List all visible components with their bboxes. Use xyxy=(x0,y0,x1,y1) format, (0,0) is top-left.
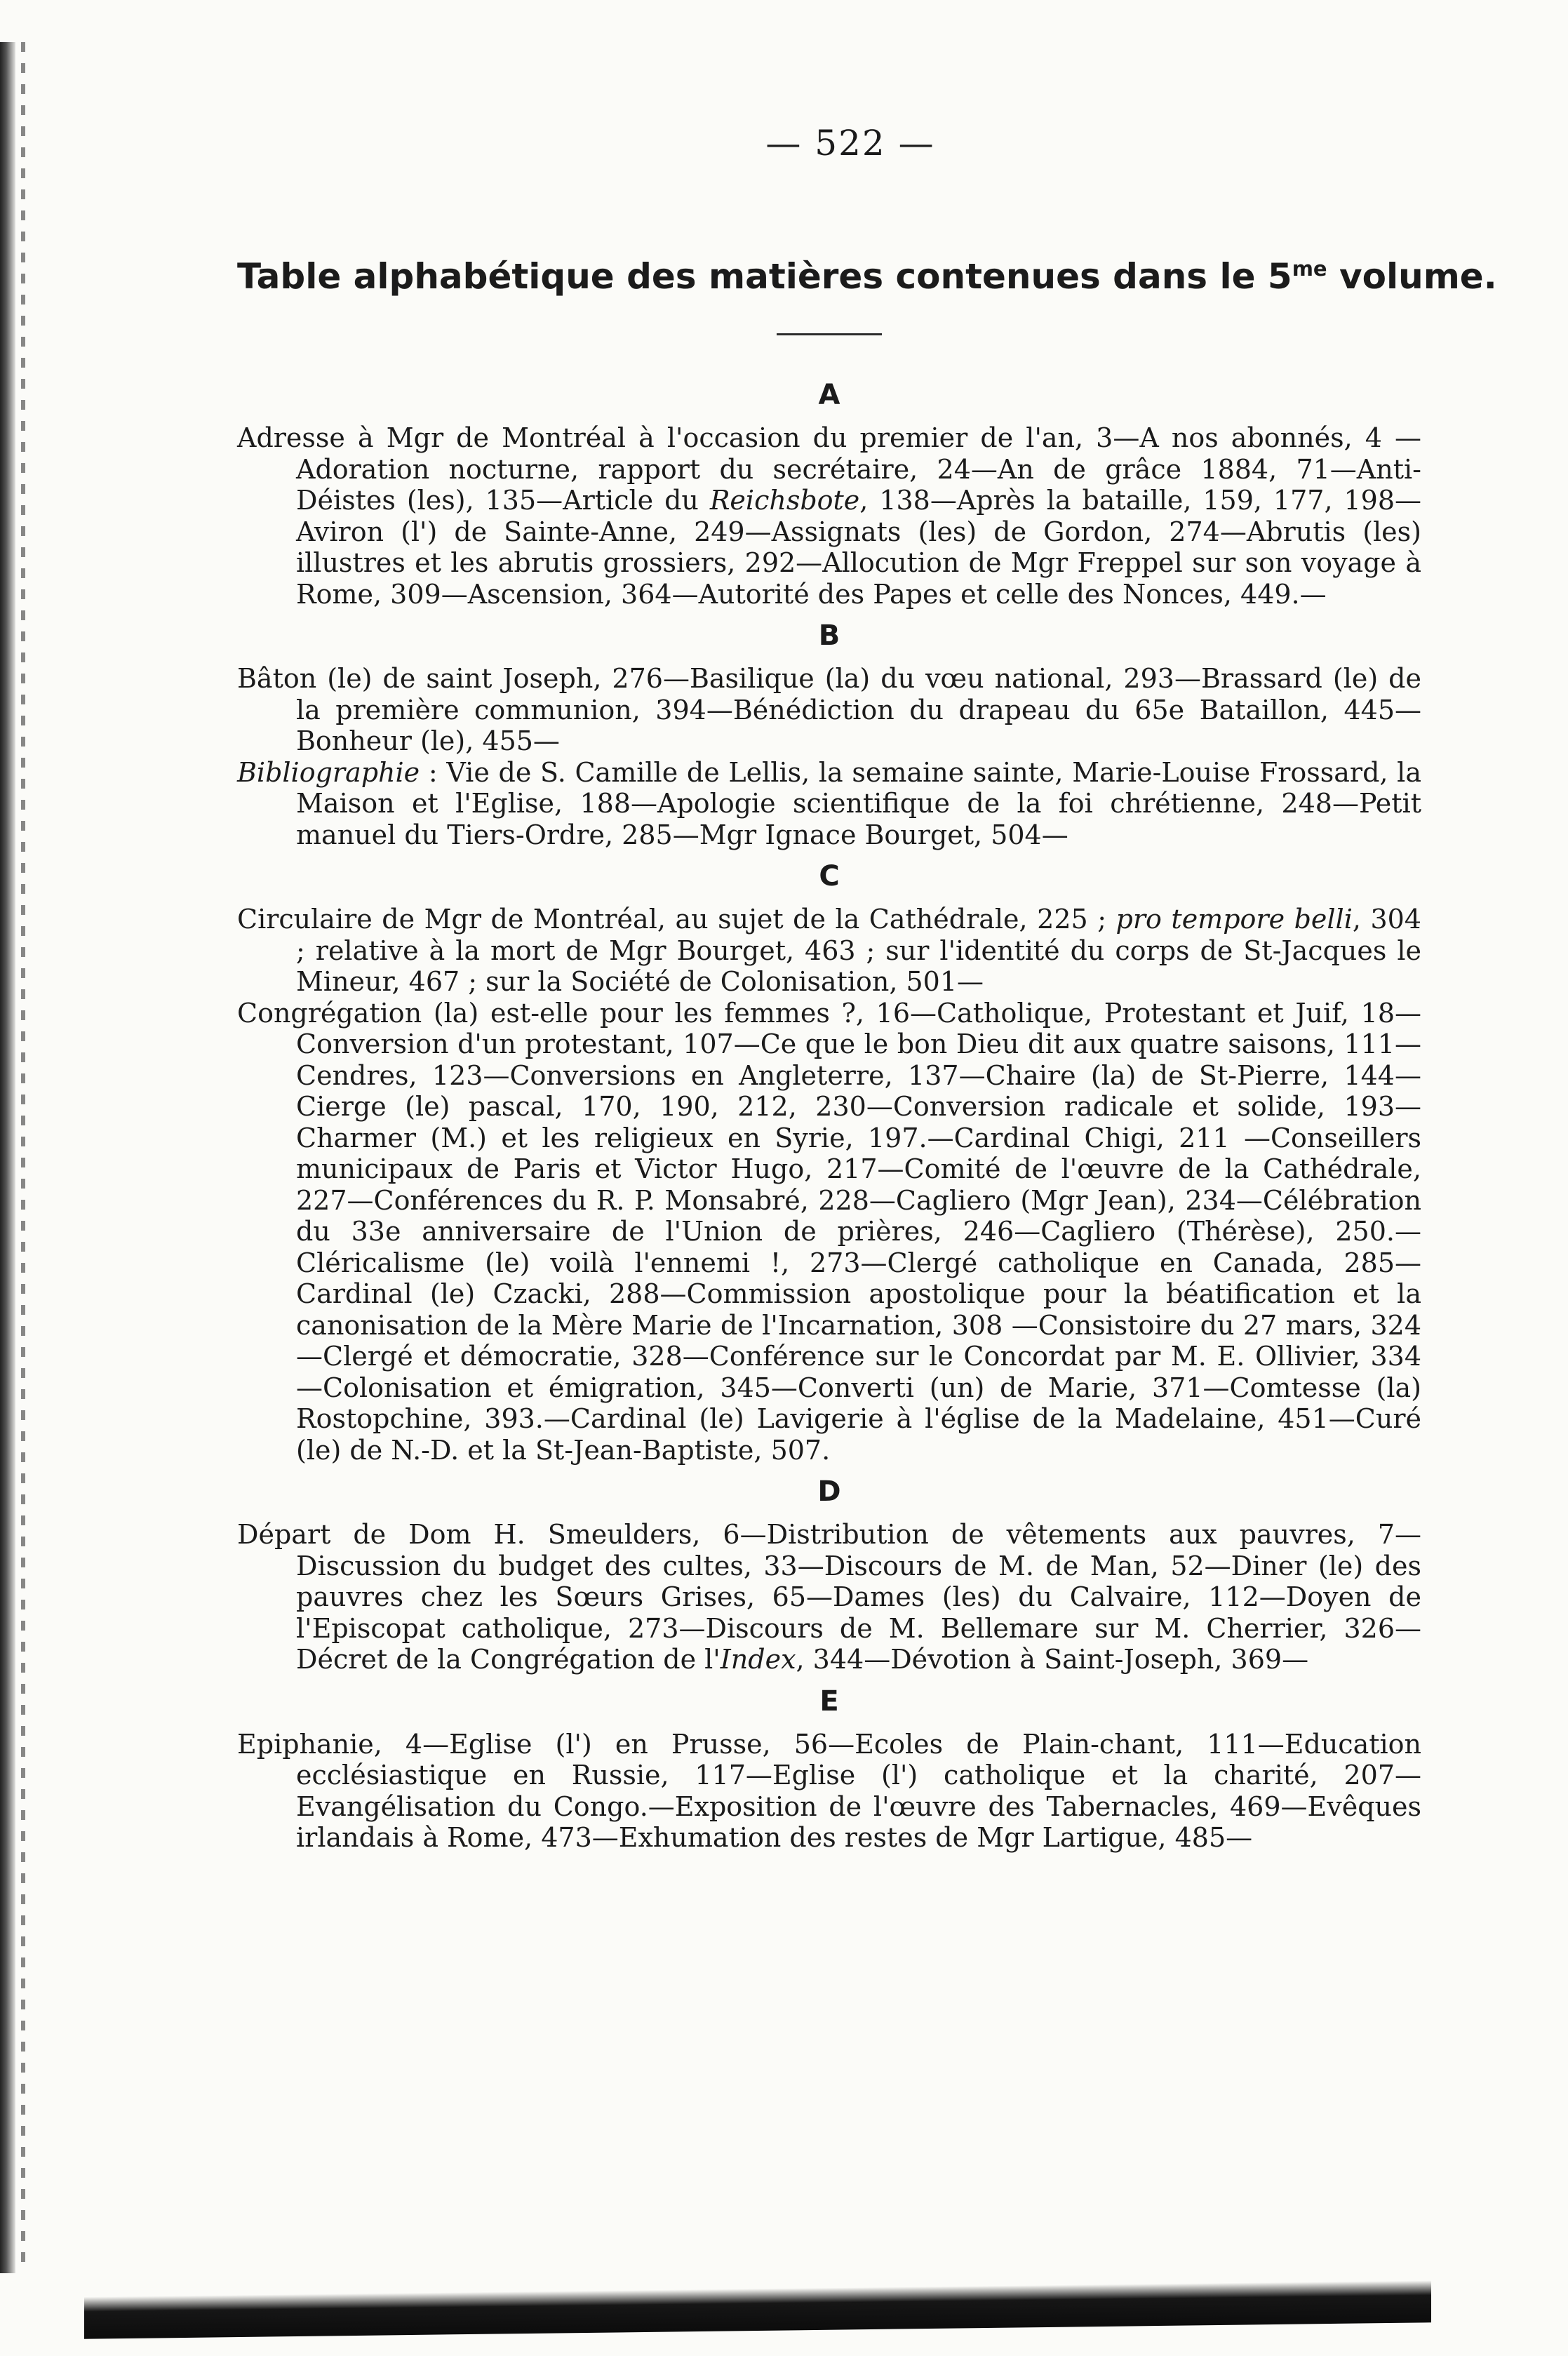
index-entry xyxy=(237,998,1421,1466)
index-entry xyxy=(237,1729,1421,1854)
index-entry xyxy=(237,663,1421,757)
section-letter-d: D xyxy=(817,1475,841,1508)
section-letter-c: C xyxy=(819,860,840,892)
entry-text: Bâton (le) de saint Joseph, 276—Basilique (la) du vœu national, 293—Brassard (le) de la première communion, 394—Bénédiction du drapeau du 65e Bataillon, 445—Bonheur (le), 455— xyxy=(237,663,1421,756)
entry-text: , 138—Après la bataille, 159, 177, 198—Aviron (l') de Sainte-Anne, 249—Assignats (les) de Gordon, 274—Abrutis (les) illustres et les abrutis grossiers, 292—Allocution de Mgr Freppel sur son voyage à Rome, 309—Ascension, 364—Autorité des Papes et celle des Nonces, 449.— xyxy=(296,485,1421,610)
entry-text: Circulaire de Mgr de Montréal, au sujet de la Cathédrale, 225 ; xyxy=(237,904,1116,935)
title-superscript: me xyxy=(1292,257,1327,281)
page-title xyxy=(237,256,1497,297)
document-page xyxy=(237,123,1497,1854)
entry-text: Epiphanie, 4—Eglise (l') en Prusse, 56—Ecoles de Plain-chant, 111—Education ecclésiastique en Russie, 117—Eglise (l') catholique et la charité, 207—Evangélisation du Congo.—Exposition de l'œuvre des Tabernacles, 469—Evêques irlandais à Rome, 473—Exhumation des restes de Mgr Lartigue, 485— xyxy=(237,1728,1421,1853)
index-body xyxy=(237,379,1421,1854)
index-entry xyxy=(237,1519,1421,1675)
index-entry xyxy=(237,757,1421,851)
entry-text: , 344—Dévotion à Saint-Joseph, 369— xyxy=(796,1644,1309,1675)
italic-title: Reichsbote xyxy=(709,485,860,516)
index-entry xyxy=(237,904,1421,998)
italic-title: pro tempore belli xyxy=(1115,904,1353,935)
page-bottom-shadow xyxy=(84,2280,1431,2338)
entry-text: , 304 ; relative à la mort de Mgr Bourget, 463 ; sur l'identité du corps de St-Jacques le Mineur, 467 ; sur la Société de Colonisation, 501— xyxy=(296,904,1421,997)
entry-text: Adresse à Mgr de Montréal à l'occasion du premier de l'an, 3—A nos abonnés, 4 —Adoration nocturne, rapport du secrétaire, 24—An de grâce 1884, 71—Anti-Déistes (les), 135—Article du xyxy=(237,422,1421,516)
title-main: Table alphabétique des matières contenues dans le 5 xyxy=(237,256,1292,297)
section-letter-b: B xyxy=(818,620,840,652)
italic-title: Index xyxy=(720,1644,796,1675)
section-letter-a: A xyxy=(818,379,840,411)
entry-text: Départ de Dom H. Smeulders, 6—Distribution de vêtements aux pauvres, 7—Discussion du budget des cultes, 33—Discours de M. de Man, 52—Diner (le) des pauvres chez les Sœurs Grises, 65—Dames (les) du Calvaire, 112—Doyen de l'Episcopat catholique, 273—Discours de M. Bellemare sur M. Cherrier, 326—Décret de la Congrégation de l' xyxy=(237,1519,1421,1675)
section-letter-e: E xyxy=(819,1685,839,1718)
title-end: volume. xyxy=(1327,256,1497,297)
title-rule xyxy=(777,333,882,335)
binding-stitch-marks xyxy=(21,42,25,2273)
italic-title: Bibliographie xyxy=(237,756,420,788)
entry-text: Congrégation (la) est-elle pour les femmes ?, 16—Catholique, Protestant et Juif, 18—Conversion d'un protestant, 107—Ce que le bon Dieu dit aux quatre saisons, 111—Cendres, 123—Conversions en Angleterre, 137—Chaire (la) de St-Pierre, 144—Cierge (le) pascal, 170, 190, 212, 230—Conversion radicale et solide, 193—Charmer (M.) et les religieux en Syrie, 197.—Cardinal Chigi, 211 —Conseillers municipaux de Paris et Victor Hugo, 217—Comité de l'œuvre de la Cathédrale, 227—Conférences du R. P. Monsabré, 228—Cagliero (Mgr Jean), 234—Célébration du 33e anniversaire de l'Union de prières, 246—Cagliero (Thérèse), 250.—Cléricalisme (le) voilà l'ennemi !, 273—Clergé catholique en Canada, 285—Cardinal (le) Czacki, 288—Commission apostolique pour la béatification et la canonisation de la Mère Marie de l'Incarnation, 308 —Consistoire du 27 mars, 324—Clergé et démocratie, 328—Conférence sur le Concordat par M. E. Ollivier, 334—Colonisation et émigration, 345—Converti (un) de Marie, 371—Comtesse (la) Rostopchine, 393.—Cardinal (le) Lavigerie à l'église de la Madelaine, 451—Curé (le) de N.-D. et la St-Jean-Baptiste, 507. xyxy=(237,997,1421,1466)
entry-text: : Vie de S. Camille de Lellis, la semaine sainte, Marie-Louise Frossard, la Maison et l'Eglise, 188—Apologie scientifique de la foi chrétienne, 248—Petit manuel du Tiers-Ordre, 285—Mgr Ignace Bourget, 504— xyxy=(296,756,1421,850)
binding-shadow xyxy=(0,42,15,2273)
page-number: — 522 — xyxy=(765,123,935,163)
index-entry xyxy=(237,422,1421,610)
